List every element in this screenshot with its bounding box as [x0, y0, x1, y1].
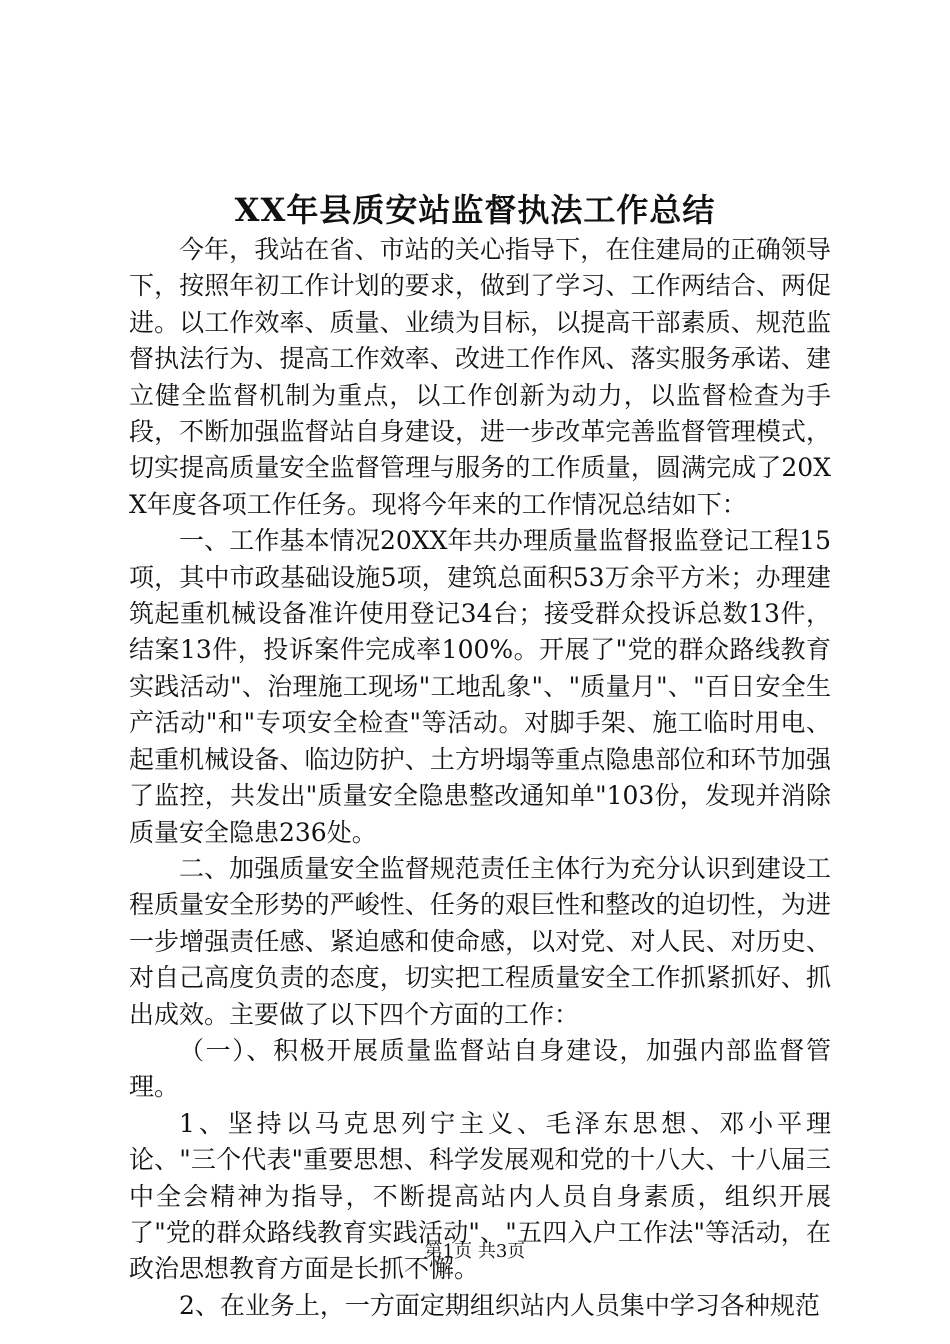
paragraph-item-one: 1、坚持以马克思列宁主义、毛泽东思想、邓小平理论、"三个代表"重要思想、科学发展观和党的十八大、十八届三中全会精神为指导，不断提高站内人员自身素质，组织开展了"党的群众路线教育实践活动"、"五四入户工作法"等活动，在政治思想教育方面是长抓不懈。 — [129, 1108, 831, 1284]
document-body — [129, 232, 831, 1324]
paragraph-item-two: 2、在业务上，一方面定期组织站内人员集中学习各种规范 — [179, 1290, 820, 1320]
document-title: XX年县质安站监督执法工作总结 — [234, 191, 716, 229]
paragraph-section-one: （一）、积极开展质量监督站自身建设，加强内部监督管理。 — [129, 1035, 831, 1102]
paragraph-intro: 今年，我站在省、市站的关心指导下，在住建局的正确领导下，按照年初工作计划的要求，做到了学习、工作两结合、两促进。以工作效率、质量、业绩为目标，以提高干部素质、规范监督执法行为、提高工作效率、改进工作作风、落实服务承诺、建立健全监督机制为重点，以工作创新为动力，以监督检查为手段，不断加强监督站自身建设，进一步改革完善监督管理模式，切实提高质量安全监督管理与服务的工作质量，圆满完成了20XX年度各项工作任务。现将今年来的工作情况总结如下： — [129, 235, 831, 519]
page-footer: 第1页 共3页 — [424, 1241, 526, 1262]
paragraph-basic-situation: 一、工作基本情况20XX年共办理质量监督报监登记工程15项，其中市政基础设施5项，建筑总面积53万余平方米；办理建筑起重机械设备准许使用登记34台；接受群众投诉总数13件，结案13件，投诉案件完成率100%。开展了"党的群众路线教育实践活动"、治理施工现场"工地乱象"、"质量月"、"百日安全生产活动"和"专项安全检查"等活动。对脚手架、施工临时用电、起重机械设备、临边防护、土方坍塌等重点隐患部位和环节加强了监控，共发出"质量安全隐患整改通知单"103份，发现并消除质量安全隐患236处。 — [129, 526, 831, 847]
paragraph-supervision: 二、加强质量安全监督规范责任主体行为充分认识到建设工程质量安全形势的严峻性、任务的艰巨性和整改的迫切性，为进一步增强责任感、紧迫感和使命感，以对党、对人民、对历史、对自己高度负责的态度，切实把工程质量安全工作抓紧抓好、抓出成效。主要做了以下四个方面的工作： — [129, 853, 831, 1029]
